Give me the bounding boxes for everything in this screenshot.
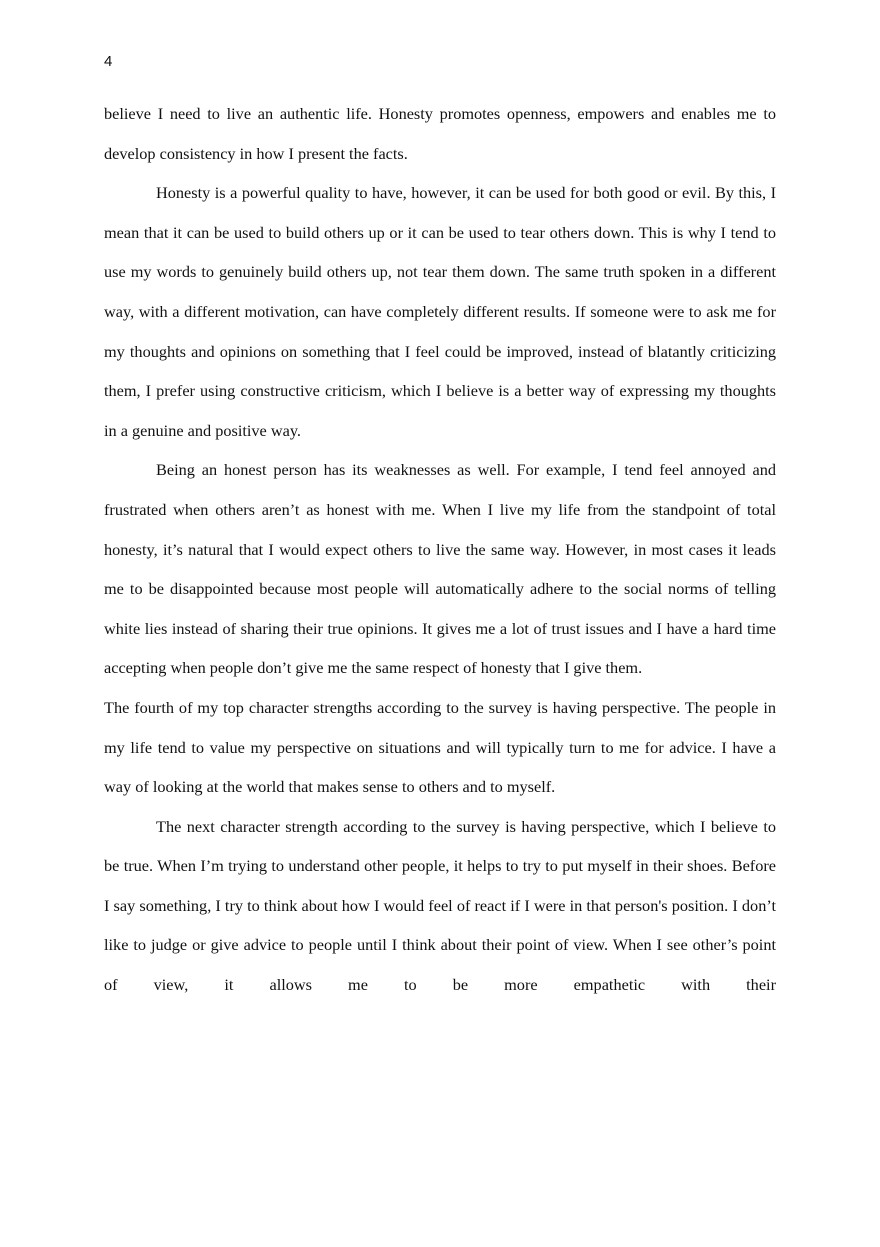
paragraph-next-strength: The next character strength according to the survey is having perspective, which I believe to be true. When I’m trying to understand other people, it helps to try to put myself in their shoes. Before I say something, I try to think about how I would feel of react if I were in that person's position. I don’t like to judge or give advice to people until I think about their point of view. When I see other’s point of view, it allows me to be more empathetic with their xyxy=(104,816,776,995)
paragraph-honesty-quality: Honesty is a powerful quality to have, however, it can be used for both good or evil. By this, I mean that it can be used to build others up or it can be used to tear others down. This is why I tend to use my words to genuinely build others up, not tear them down. The same truth spoken in a different way, with a different motivation, can have completely different results. If someone were to ask me for my thoughts and opinions on something that I feel could be improved, instead of blatantly criticizing them, I prefer using constructive criticism, which I believe is a better way of expressing my thoughts in a genuine and positive way. xyxy=(104,183,776,440)
paragraph-authentic-life: believe I need to live an authentic life. Honesty promotes openness, empowers and enables me to develop consistency in how I present the facts. xyxy=(104,104,776,163)
paragraph-honesty-weaknesses: Being an honest person has its weaknesses as well. For example, I tend feel annoyed and frustrated when others aren’t as honest with me. When I live my life from the standpoint of total honesty, it’s natural that I would expect others to live the same way. However, in most cases it leads me to be disappointed because most people will automatically adhere to the social norms of telling white lies instead of sharing their true opinions. It gives me a lot of trust issues and I have a hard time accepting when people don’t give me the same respect of honesty that I give them. xyxy=(104,460,776,678)
paragraph-fourth-strength: The fourth of my top character strengths according to the survey is having perspective. The people in my life tend to value my perspective on situations and will typically turn to me for advice. I have a way of looking at the world that makes sense to others and to myself. xyxy=(104,697,776,797)
page-number: 4 xyxy=(104,53,113,70)
body-text xyxy=(104,94,776,1005)
